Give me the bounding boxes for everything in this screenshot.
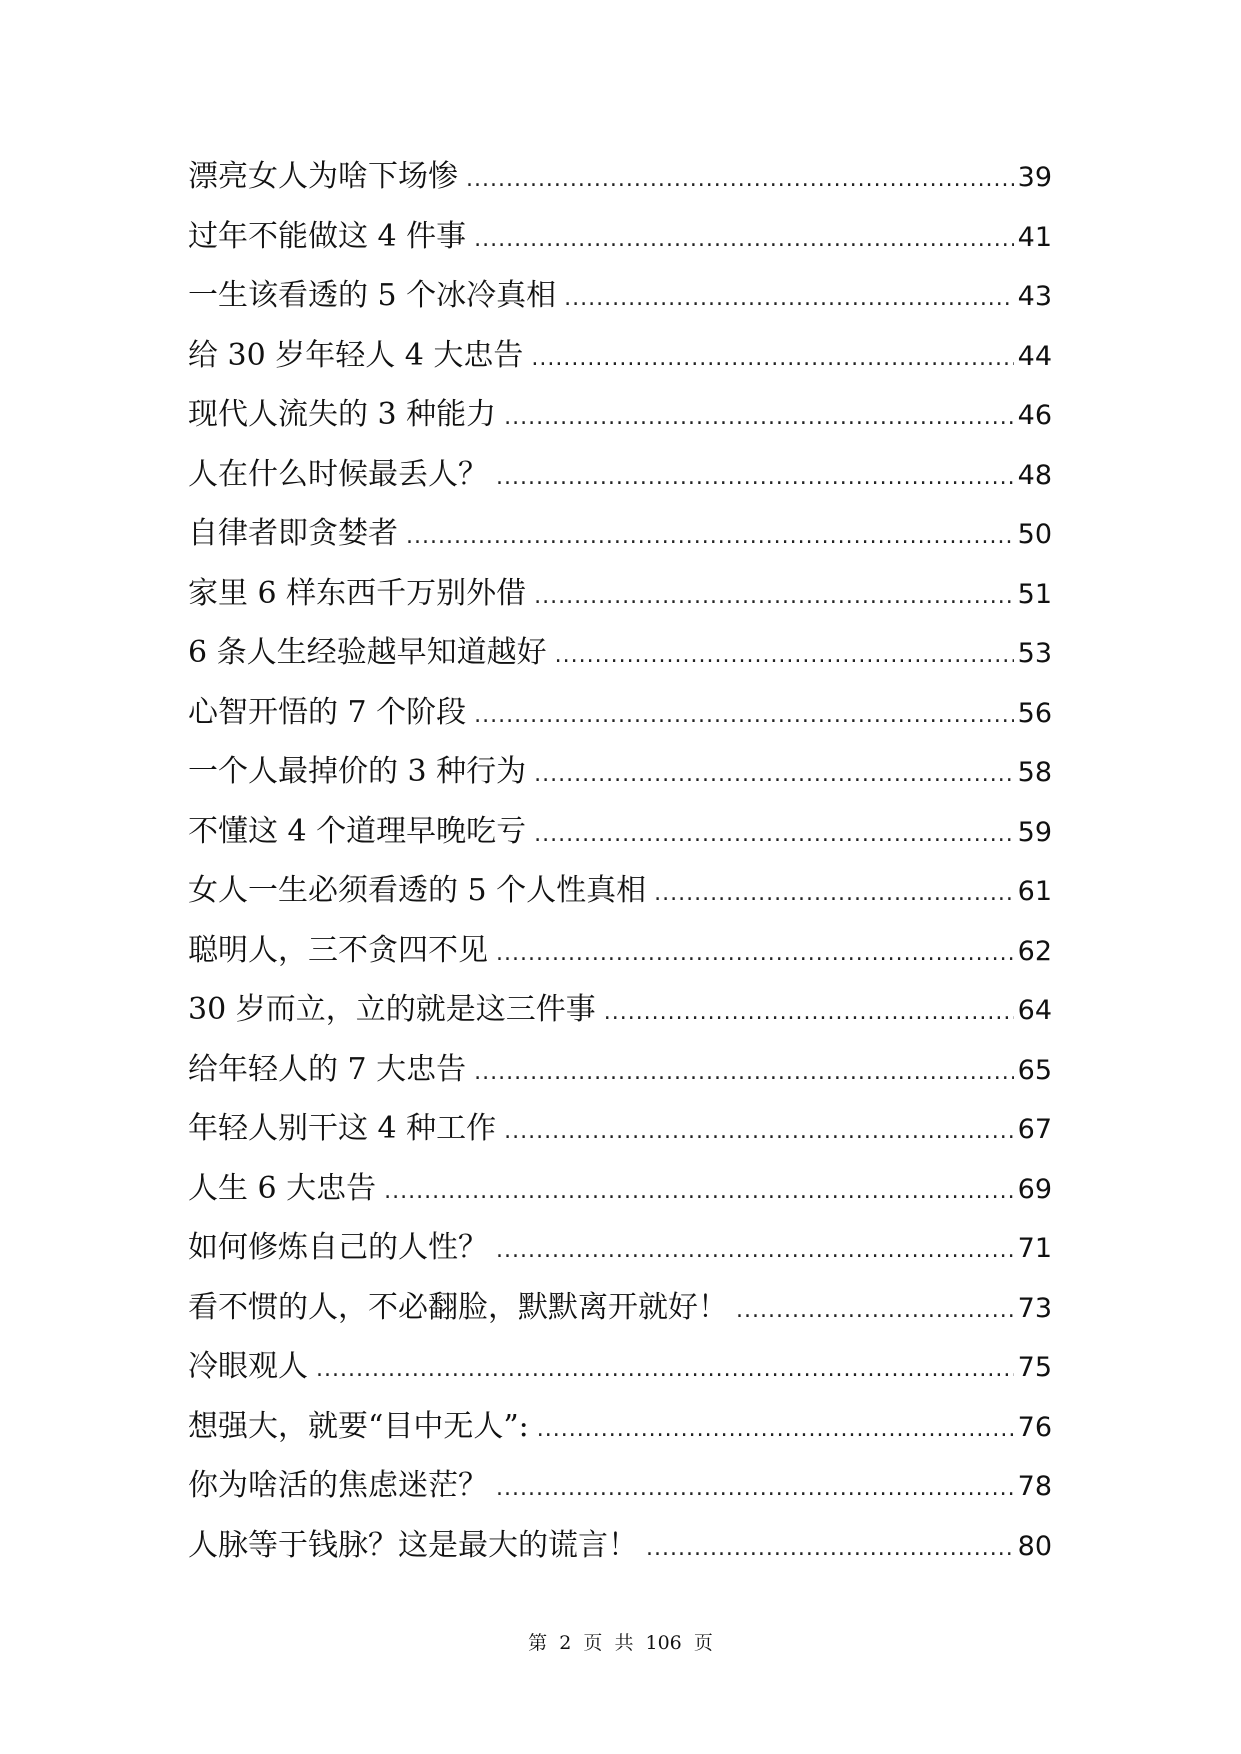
toc-entry-title: 自律者即贪婪者 [188, 516, 398, 551]
toc-dot-leader [496, 448, 1014, 508]
toc-entry[interactable] [188, 326, 1052, 386]
toc-dot-leader [534, 805, 1013, 865]
toc-entry-title: 你为啥活的焦虑迷茫？ [188, 1468, 488, 1503]
toc-entry-title: 看不惯的人，不必翻脸，默默离开就好！ [188, 1289, 728, 1325]
toc-dot-leader [555, 626, 1014, 686]
toc-entry-title: 女人一生必须看透的 5 个人性真相 [188, 873, 647, 908]
toc-entry[interactable] [188, 504, 1052, 564]
toc-dot-leader [604, 983, 1014, 1043]
toc-entry[interactable] [188, 564, 1052, 624]
toc-entry-title: 给年轻人的 7 大忠告 [188, 1051, 467, 1087]
toc-dot-leader [496, 924, 1014, 984]
toc-entry-page-number: 43 [1017, 281, 1052, 312]
toc-entry-title: 一个人最掉价的 3 种行为 [188, 754, 527, 789]
toc-dot-leader [496, 1221, 1014, 1281]
toc-entry[interactable] [188, 1397, 1052, 1457]
toc-entry[interactable] [188, 385, 1052, 445]
table-of-contents [188, 147, 1052, 1575]
toc-entry-page-number: 39 [1017, 162, 1052, 193]
toc-entry-page-number: 78 [1017, 1471, 1052, 1502]
toc-entry-page-number: 62 [1017, 935, 1052, 967]
toc-entry[interactable] [188, 207, 1052, 267]
toc-entry-title: 人生 6 大忠告 [188, 1170, 377, 1206]
toc-entry-page-number: 61 [1017, 876, 1052, 907]
toc-entry-title: 年轻人别干这 4 种工作 [188, 1111, 497, 1146]
toc-entry[interactable] [188, 1218, 1052, 1278]
toc-dot-leader [466, 150, 1014, 210]
toc-entry[interactable] [188, 802, 1052, 862]
toc-entry-title: 人脉等于钱脉？这是最大的谎言！ [188, 1527, 638, 1563]
toc-dot-leader [736, 1281, 1014, 1341]
toc-entry-page-number: 59 [1017, 816, 1052, 848]
toc-entry-page-number: 80 [1017, 1530, 1052, 1562]
toc-entry-title: 如何修炼自己的人性？ [188, 1230, 488, 1265]
toc-dot-leader [537, 1400, 1014, 1460]
toc-entry-page-number: 58 [1017, 757, 1052, 788]
toc-entry[interactable] [188, 1040, 1052, 1100]
toc-entry[interactable] [188, 1516, 1052, 1576]
toc-dot-leader [496, 1459, 1014, 1519]
toc-entry-page-number: 71 [1017, 1233, 1052, 1264]
toc-dot-leader [646, 1519, 1014, 1579]
toc-entry[interactable] [188, 742, 1052, 802]
toc-dot-leader [504, 1102, 1013, 1162]
toc-entry-title: 6 条人生经验越早知道越好 [188, 635, 547, 670]
toc-dot-leader [406, 507, 1014, 567]
footer-suffix: 页 [693, 1632, 713, 1654]
toc-entry-title: 家里 6 样东西千万别外借 [188, 575, 527, 611]
toc-entry-title: 不懂这 4 个道理早晚吃亏 [188, 813, 527, 849]
toc-dot-leader [531, 329, 1013, 389]
toc-entry-title: 心智开悟的 7 个阶段 [188, 694, 467, 730]
toc-entry-title: 30 岁而立，立的就是这三件事 [188, 992, 596, 1027]
toc-entry-page-number: 56 [1017, 697, 1052, 729]
toc-entry-page-number: 44 [1017, 340, 1052, 372]
toc-entry-title: 现代人流失的 3 种能力 [188, 397, 497, 432]
toc-dot-leader [316, 1340, 1014, 1400]
toc-entry-page-number: 69 [1017, 1173, 1052, 1205]
toc-entry[interactable] [188, 1456, 1052, 1516]
toc-entry-title: 冷眼观人 [188, 1349, 308, 1384]
toc-dot-leader [534, 567, 1013, 627]
toc-entry-page-number: 46 [1017, 400, 1052, 431]
footer-total-pages: 106 [645, 1632, 682, 1654]
toc-entry-page-number: 67 [1017, 1114, 1052, 1145]
toc-dot-leader [474, 1043, 1013, 1103]
toc-dot-leader [564, 269, 1013, 329]
toc-entry[interactable] [188, 1159, 1052, 1219]
toc-dot-leader [474, 686, 1013, 746]
toc-entry-page-number: 50 [1017, 519, 1052, 550]
toc-entry-title: 给 30 岁年轻人 4 大忠告 [188, 337, 524, 373]
toc-entry-page-number: 51 [1017, 578, 1052, 610]
toc-entry-title: 漂亮女人为啥下场惨 [188, 159, 458, 194]
toc-entry[interactable] [188, 861, 1052, 921]
toc-dot-leader [534, 745, 1013, 805]
toc-entry-page-number: 53 [1017, 638, 1052, 669]
toc-entry[interactable] [188, 1278, 1052, 1338]
toc-entry-title: 聪明人，三不贪四不见 [188, 932, 488, 968]
toc-entry-page-number: 75 [1017, 1352, 1052, 1383]
toc-dot-leader [474, 210, 1013, 270]
toc-entry[interactable] [188, 980, 1052, 1040]
footer-total-prefix: 共 [614, 1632, 634, 1654]
toc-dot-leader [654, 864, 1013, 924]
toc-dot-leader [384, 1162, 1013, 1222]
toc-entry[interactable] [188, 266, 1052, 326]
toc-entry[interactable] [188, 1099, 1052, 1159]
toc-entry[interactable] [188, 921, 1052, 981]
toc-entry-title: 想强大，就要“目中无人”: [188, 1408, 529, 1444]
toc-entry-page-number: 65 [1017, 1054, 1052, 1086]
toc-entry[interactable] [188, 445, 1052, 505]
toc-entry-page-number: 73 [1017, 1292, 1052, 1324]
footer-prefix: 第 [528, 1632, 548, 1654]
toc-entry[interactable] [188, 683, 1052, 743]
footer-current-page: 2 [559, 1632, 572, 1654]
toc-entry[interactable] [188, 1337, 1052, 1397]
toc-dot-leader [504, 388, 1013, 448]
toc-entry-title: 人在什么时候最丢人？ [188, 456, 488, 492]
toc-entry-page-number: 64 [1017, 995, 1052, 1026]
toc-entry[interactable] [188, 147, 1052, 207]
toc-entry-page-number: 41 [1017, 221, 1052, 253]
toc-entry-page-number: 76 [1017, 1411, 1052, 1443]
toc-entry-page-number: 48 [1017, 459, 1052, 491]
toc-entry-title: 过年不能做这 4 件事 [188, 218, 467, 254]
footer-page-word: 页 [583, 1632, 603, 1654]
toc-entry-title: 一生该看透的 5 个冰冷真相 [188, 278, 557, 313]
page-footer [0, 1628, 1241, 1655]
toc-entry[interactable] [188, 623, 1052, 683]
